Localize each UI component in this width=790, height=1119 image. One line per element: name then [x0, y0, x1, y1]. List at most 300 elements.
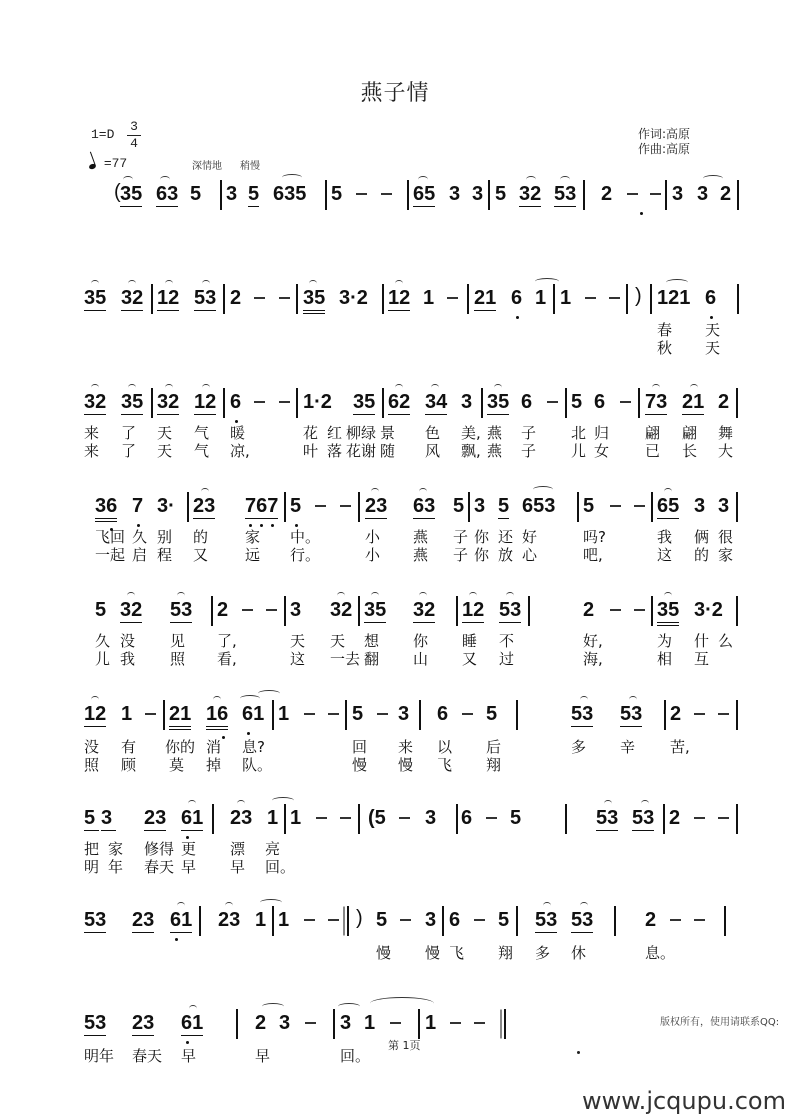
- dash: [585, 297, 596, 299]
- lyric: 来: [84, 424, 100, 442]
- note: 65: [657, 495, 680, 517]
- barline: [736, 596, 738, 626]
- note: 53: [571, 703, 594, 725]
- lyric: 燕: [487, 442, 503, 460]
- slur: [240, 695, 260, 702]
- octave-dot: [249, 524, 252, 527]
- note: 767: [245, 495, 279, 517]
- lyric: 翻: [364, 650, 380, 668]
- note: 32: [84, 391, 107, 413]
- note: (5: [368, 807, 386, 829]
- dash: [718, 713, 729, 715]
- lyric: 美,: [461, 424, 481, 442]
- lyric: 你: [474, 546, 490, 564]
- lyric: 过: [499, 650, 515, 668]
- lyric: 年: [108, 858, 124, 876]
- repeat-end-barline: [347, 906, 349, 936]
- note: 2: [720, 183, 732, 205]
- score-row-4: [0, 488, 790, 528]
- lyric: 天: [157, 442, 173, 460]
- lyric: 花谢: [346, 442, 377, 460]
- barline: [382, 284, 384, 314]
- note: 2: [670, 703, 682, 725]
- dash: [447, 297, 458, 299]
- note: 32: [157, 391, 180, 413]
- barline: [516, 906, 518, 936]
- lyric: 程: [157, 546, 173, 564]
- barline: [488, 180, 490, 210]
- lyric: 慢: [352, 756, 368, 774]
- note: 3: [279, 1012, 291, 1034]
- lyric: 的: [193, 528, 209, 546]
- lyric: 顾: [121, 756, 137, 774]
- note: 6: [705, 287, 717, 309]
- note: 3: [697, 183, 709, 205]
- lyric: 已: [645, 442, 661, 460]
- note: 3·: [157, 495, 175, 517]
- barline: [382, 388, 384, 418]
- barline: [418, 1009, 420, 1039]
- note: 6: [511, 287, 523, 309]
- lyric: 小: [365, 528, 381, 546]
- note: 32: [120, 599, 143, 621]
- octave-dot: [186, 1041, 189, 1044]
- lyric: 气: [194, 424, 210, 442]
- note: 1: [278, 703, 290, 725]
- lyrics-row-6: [0, 739, 790, 779]
- dash: [650, 193, 661, 195]
- tie: [370, 997, 434, 1010]
- note: 12: [84, 703, 107, 725]
- lyric: 更: [181, 840, 197, 858]
- barline: [651, 596, 653, 626]
- dash: [254, 401, 265, 403]
- lyric: 辛: [620, 738, 636, 756]
- note: 3: [398, 703, 410, 725]
- barline: [296, 284, 298, 314]
- lyric: 了: [121, 424, 137, 442]
- lyric: 飞: [449, 944, 465, 962]
- dash: [377, 713, 388, 715]
- lyric: 我: [657, 528, 673, 546]
- dash: [340, 817, 351, 819]
- time-sig-top: 3: [130, 119, 138, 134]
- lyric: 了: [121, 442, 137, 460]
- note: 5: [510, 807, 522, 829]
- note: 65: [413, 183, 436, 205]
- tie: [272, 797, 294, 804]
- score-row-7: [0, 800, 790, 840]
- dash: [356, 193, 367, 195]
- lyrics-row-8: [0, 945, 790, 965]
- barline: [296, 388, 298, 418]
- note: 16: [206, 702, 228, 730]
- barline: [333, 1009, 335, 1039]
- barline: [468, 492, 470, 522]
- tempo-value: =77: [103, 156, 128, 171]
- lyric: 回。: [265, 858, 296, 876]
- score-row-6: [0, 696, 790, 736]
- lyric: 凉,: [230, 442, 250, 460]
- slur: [262, 1003, 284, 1010]
- lyric: 心: [522, 546, 538, 564]
- barline: [528, 596, 530, 626]
- note: 3: [474, 495, 486, 517]
- barline: [650, 284, 652, 314]
- lyric: 了,: [217, 632, 237, 650]
- note: 3: [718, 495, 730, 517]
- note: 2: [718, 391, 730, 413]
- note: 5: [84, 806, 99, 831]
- lyric: 天: [705, 321, 721, 339]
- lyric: 翔: [498, 944, 514, 962]
- note: 3: [290, 599, 302, 621]
- note: 32: [121, 287, 144, 309]
- note: 61: [181, 807, 204, 829]
- note: 3: [461, 391, 473, 413]
- note: 5: [95, 599, 107, 621]
- lyricist: 作词:高原: [638, 127, 691, 141]
- dash: [474, 1022, 485, 1024]
- note: 61: [242, 703, 265, 725]
- note: 3: [449, 183, 461, 205]
- lyric: 相: [657, 650, 673, 668]
- dash: [486, 817, 497, 819]
- lyrics-row-7: [0, 841, 790, 881]
- lyric: 女: [594, 442, 610, 460]
- note: 3: [340, 1012, 352, 1034]
- dash: [254, 297, 265, 299]
- barline: [407, 180, 409, 210]
- lyric: 春天: [144, 858, 175, 876]
- note: 35: [121, 391, 144, 413]
- barline: [272, 700, 274, 730]
- lyric: 莫: [169, 756, 185, 774]
- expression-mark: 深情地: [192, 161, 222, 172]
- note: 53: [571, 909, 594, 931]
- repeat-paren: ): [356, 907, 363, 929]
- tie: [260, 899, 282, 906]
- dash: [462, 713, 473, 715]
- lyric: 随: [380, 442, 396, 460]
- lyric: 早: [255, 1047, 271, 1065]
- note: 35: [120, 183, 143, 205]
- key-signature: 1=D: [91, 127, 115, 142]
- dash: [474, 919, 485, 921]
- note: 21: [474, 287, 497, 309]
- quarter-note-icon: [88, 163, 96, 170]
- lyric: 有: [121, 738, 137, 756]
- note: 53: [596, 807, 619, 829]
- dash: [634, 609, 645, 611]
- octave-dot: [137, 524, 140, 527]
- note: 23: [365, 495, 388, 517]
- barline: [223, 284, 225, 314]
- barline: [737, 284, 739, 314]
- dash: [279, 297, 290, 299]
- tie: [258, 690, 280, 697]
- note: 23: [132, 1012, 155, 1034]
- lyric: 儿: [95, 650, 111, 668]
- dash: [381, 193, 392, 195]
- lyric: 修得: [144, 840, 175, 858]
- note: 5: [352, 703, 364, 725]
- lyric: 家: [245, 528, 261, 546]
- score-row-5: [0, 592, 790, 632]
- lyrics-row-4: [0, 529, 790, 569]
- lyric: 花: [303, 424, 319, 442]
- lyric: 大: [718, 442, 734, 460]
- barline: [211, 596, 213, 626]
- note: 5: [495, 183, 507, 205]
- note: 61: [170, 909, 193, 931]
- note: 5: [498, 495, 510, 517]
- lyric: 归: [594, 424, 610, 442]
- lyric: 天: [157, 424, 173, 442]
- barline: [187, 492, 189, 522]
- note: 1·2: [303, 391, 332, 413]
- note: 5: [498, 909, 510, 931]
- lyric: 子: [521, 424, 537, 442]
- note: 5: [583, 495, 595, 517]
- note: 5: [571, 391, 583, 413]
- barline: [577, 492, 579, 522]
- note: 2: [230, 287, 242, 309]
- note: 5: [290, 495, 302, 517]
- dash: [694, 919, 705, 921]
- lyric: 回。: [340, 1047, 371, 1065]
- lyric: 落: [327, 442, 343, 460]
- lyric: 中。: [290, 528, 321, 546]
- lyric: 亮: [265, 840, 281, 858]
- note: 5: [248, 183, 260, 205]
- octave-dot: [247, 732, 250, 735]
- lyric: 后: [486, 738, 502, 756]
- score-row-8: [0, 902, 790, 942]
- expression-mark: 稍慢: [240, 161, 260, 172]
- note: 1: [121, 703, 133, 725]
- octave-dot: [175, 938, 178, 941]
- note: 53: [554, 183, 577, 205]
- lyric: 飞: [437, 756, 453, 774]
- barline: [583, 180, 585, 210]
- lyric: 吗?: [583, 528, 606, 546]
- note: 3: [226, 183, 238, 205]
- lyric: 子: [521, 442, 537, 460]
- lyric: 为: [657, 632, 673, 650]
- barline: [284, 596, 286, 626]
- slur: [533, 486, 553, 493]
- barline: [223, 388, 225, 418]
- lyric: 色: [425, 424, 441, 442]
- note: 35: [353, 391, 376, 413]
- lyric: 慢: [376, 944, 392, 962]
- note: 5: [331, 183, 343, 205]
- lyric: 柳绿: [346, 424, 377, 442]
- note: 653: [522, 495, 556, 517]
- barline: [456, 596, 458, 626]
- score-row-3: [0, 384, 790, 424]
- dash: [620, 401, 631, 403]
- repeat-paren: (: [114, 181, 121, 203]
- lyric: 想: [364, 632, 380, 650]
- dash: [547, 401, 558, 403]
- lyric: 儿: [571, 442, 587, 460]
- dash: [450, 1022, 461, 1024]
- note: 3: [672, 183, 684, 205]
- note: 32: [519, 183, 542, 205]
- lyric: 又: [462, 650, 478, 668]
- composer: 作曲:高原: [638, 142, 691, 156]
- note: 5: [376, 909, 388, 931]
- barline: [626, 284, 628, 314]
- lyrics-row-3: [0, 425, 790, 465]
- lyric: 又: [193, 546, 209, 564]
- lyric: 启: [132, 546, 148, 564]
- lyric: 很: [718, 528, 734, 546]
- lyric: 么: [718, 632, 734, 650]
- dash: [634, 505, 645, 507]
- barline: [163, 700, 165, 730]
- lyric: 翔: [486, 756, 502, 774]
- note: 12: [388, 287, 411, 309]
- lyric: 翩: [645, 424, 661, 442]
- note: 35: [303, 286, 325, 314]
- note: 3: [425, 807, 437, 829]
- lyric: 一起: [95, 546, 126, 564]
- octave-dot: [295, 524, 298, 527]
- note: 32: [413, 599, 436, 621]
- lyric: 久: [132, 528, 148, 546]
- watermark: www.jcqupu.com: [582, 1087, 786, 1115]
- dash: [145, 713, 156, 715]
- barline: [665, 180, 667, 210]
- octave-dot: [260, 524, 263, 527]
- note: 6: [449, 909, 461, 931]
- lyric: 这: [290, 650, 306, 668]
- lyric: 俩: [694, 528, 710, 546]
- note: 1: [255, 909, 267, 931]
- lyric: 春天: [132, 1047, 163, 1065]
- lyric: 把: [84, 840, 100, 858]
- barline: [151, 284, 153, 314]
- lyric: 放: [498, 546, 514, 564]
- lyric: 早: [181, 1047, 197, 1065]
- lyric: 的: [694, 546, 710, 564]
- barline: [663, 804, 665, 834]
- barline: [638, 388, 640, 418]
- lyric: 没: [84, 738, 100, 756]
- barline: [151, 388, 153, 418]
- dash: [242, 609, 253, 611]
- barline: [358, 596, 360, 626]
- dash: [266, 609, 277, 611]
- lyric: 你: [413, 632, 429, 650]
- lyric: 好,: [583, 632, 603, 650]
- lyric: 你的: [165, 738, 196, 756]
- note: 53: [620, 703, 643, 725]
- note: 63: [156, 183, 179, 205]
- dash: [400, 919, 411, 921]
- note: 36: [95, 494, 117, 522]
- lyric: 春: [657, 321, 673, 339]
- barline: [614, 906, 616, 936]
- lyric: 好: [522, 528, 538, 546]
- note: 32: [330, 599, 353, 621]
- lyric: 明: [84, 858, 100, 876]
- lyric: 你: [474, 528, 490, 546]
- dash: [718, 817, 729, 819]
- barline: [736, 388, 738, 418]
- lyric: 燕: [487, 424, 503, 442]
- note: 3: [425, 909, 437, 931]
- dash: [390, 1022, 401, 1024]
- note: 73: [645, 391, 668, 413]
- barline: [516, 700, 518, 730]
- lyric: 子: [453, 546, 469, 564]
- score-row-1: [0, 176, 790, 216]
- stray-dot: [577, 1051, 580, 1054]
- lyric: 来: [398, 738, 414, 756]
- lyric: 早: [181, 858, 197, 876]
- lyric: 红: [327, 424, 343, 442]
- note: 1: [290, 807, 302, 829]
- lyric: 掉: [206, 756, 222, 774]
- note: 635: [273, 183, 307, 205]
- dash: [610, 609, 621, 611]
- octave-dot: [516, 316, 519, 319]
- note: 23: [144, 807, 167, 829]
- note: 6: [437, 703, 449, 725]
- note: 1: [425, 1012, 437, 1034]
- lyric: 睡: [462, 632, 478, 650]
- dash: [610, 505, 621, 507]
- dash: [315, 505, 326, 507]
- lyric: 暖: [230, 424, 246, 442]
- dash: [670, 919, 681, 921]
- note: 12: [194, 391, 217, 413]
- note: 5: [190, 183, 202, 205]
- lyric: 别: [157, 528, 173, 546]
- lyric: 多: [571, 738, 587, 756]
- lyric: 北: [571, 424, 587, 442]
- repeat-paren: ): [635, 285, 642, 307]
- lyric: 燕: [413, 528, 429, 546]
- lyric: 见: [170, 632, 186, 650]
- note: 23: [218, 909, 241, 931]
- lyric: 小: [365, 546, 381, 564]
- lyric: 子: [453, 528, 469, 546]
- barline: [442, 906, 444, 936]
- barline: [736, 492, 738, 522]
- lyric: 以: [437, 738, 453, 756]
- note: 53: [84, 909, 107, 931]
- barline: [553, 284, 555, 314]
- lyric: 天: [290, 632, 306, 650]
- dash: [305, 1022, 316, 1024]
- lyric: 吧,: [583, 546, 603, 564]
- lyric: 飞回: [95, 528, 126, 546]
- note: 5: [453, 495, 465, 517]
- note: 7: [132, 495, 144, 517]
- note: 1: [267, 807, 279, 829]
- note: 35: [487, 391, 510, 413]
- note: 3: [694, 495, 706, 517]
- barline: [272, 906, 274, 936]
- lyric: 一去: [330, 650, 361, 668]
- lyric: 叶: [303, 442, 319, 460]
- barline: [565, 388, 567, 418]
